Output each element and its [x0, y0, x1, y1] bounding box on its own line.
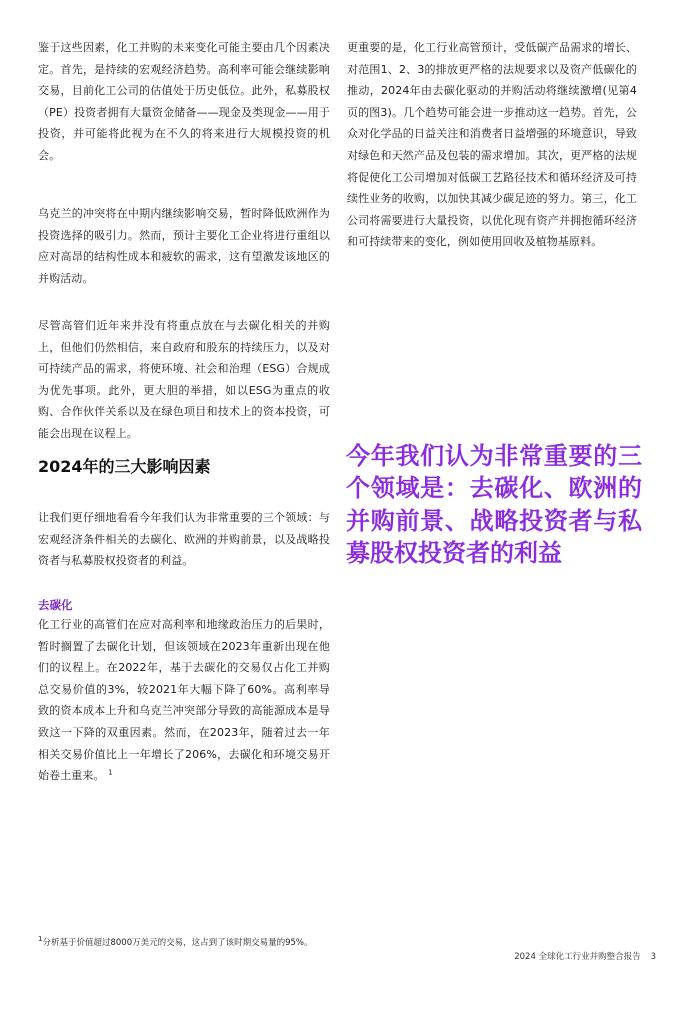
- footnote-marker: 1: [38, 935, 43, 944]
- trends-paragraph: 更重要的是，化工行业高管预计，受低碳产品需求的增长、对范围1、2、3的排放更严格的法规要求以及资产低碳化的推动，2024年由去碳化驱动的并购活动将继续激增(见第4页的图3)。几个趋势可能会进一步推动这一趋势。首先，公众对化学品的日益关注和消费者日益增强的环境意识，导致对绿色和天然产品及包装的需求增加。其次，更严格的法规将促使化工公司增加对低碳工艺路径技术和循环经济及可持续性业务的收购，以加快其减少碳足迹的努力。第三，化工公司将需要进行大量投资，以优化现有资产并拥抱循环经济和可持续带来的变化，例如使用回收及植物基原料。: [347, 41, 637, 249]
- page-number: 3: [650, 952, 656, 962]
- three-areas-paragraph: 让我们更仔细地看看今年我们认为非常重要的三个领域：与宏观经济条件相关的去碳化、欧洲的并购前景，以及战略投资者与私募股权投资者的利益。: [38, 511, 330, 568]
- pull-quote: 今年我们认为非常重要的三个领域是：去碳化、欧洲的并购前景、战略投资者与私募股权投资者的利益: [346, 442, 642, 568]
- footnote: [38, 936, 538, 950]
- decarbonization-text: 化工行业的高管们在应对高利率和地缘政治压力的后果时，暂时搁置了去碳化计划，但该领域在2023年重新出现在他们的议程上。在2022年，基于去碳化的交易仅占化工并购总交易价值的3%，较2021年大幅下降了60%。高利率导致的资本成本上升和乌克兰冲突部分导致的高能源成本是导致这一下降的双重因素。然而，在2023年，随着过去一年相关交易价值比上一年增长了206%，去碳化和环境交易开始卷土重来。: [38, 618, 330, 783]
- decarbonization-subheading: 去碳化: [38, 598, 73, 612]
- footnote-text: 分析基于价值超过8000万美元的交易，这占到了该时期交易量的95%。: [42, 938, 313, 948]
- section-heading: 2024年的三大影响因素: [38, 457, 211, 476]
- report-title: 2024 全球化工行业并购整合报告: [514, 952, 641, 962]
- ukraine-paragraph: 乌克兰的冲突将在中期内继续影响交易，暂时降低欧洲作为投资选择的吸引力。然而，预计主要化工企业将进行重组以应对高昂的结构性成本和疲软的需求，这有望激发该地区的并购活动。: [38, 207, 330, 285]
- footnote-ref[interactable]: 1: [108, 768, 113, 777]
- intro-paragraph: 鉴于这些因素，化工并购的未来变化可能主要由几个因素决定。首先，是持续的宏观经济趋势。高利率可能会继续影响交易，目前化工公司的估值处于历史低位。此外，私募股权（PE）投资者拥有大量资金储备——现金及类现金——用于投资，并可能将此视为在不久的将来进行大规模投资的机会。: [38, 41, 330, 162]
- decarbonization-paragraph: [38, 614, 330, 787]
- esg-paragraph: 尽管高管们近年来并没有将重点放在与去碳化相关的并购上，但他们仍然相信，来自政府和股东的持续压力，以及对可持续产品的需求，将使环境、社会和治理（ESG）合规成为优先事项。此外，更大胆的举措，如以ESG为重点的收购、合作伙伴关系以及在绿色项目和技术上的资本投资，可能会出现在议程上。: [38, 319, 330, 440]
- page-footer: [514, 950, 656, 964]
